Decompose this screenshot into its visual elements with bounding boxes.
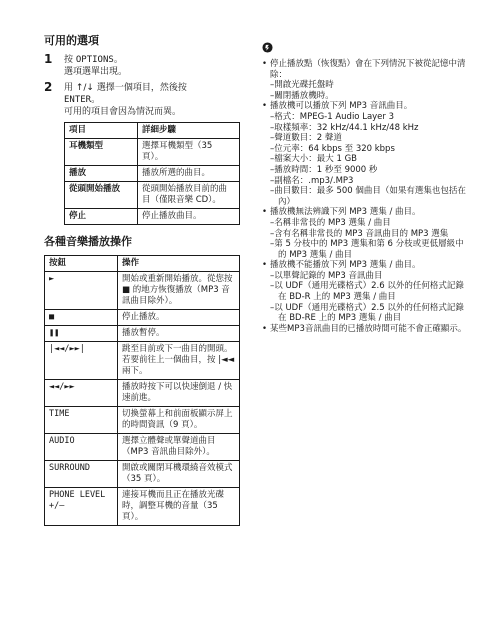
- sub-list: [270, 80, 472, 101]
- table-row: [45, 326, 240, 342]
- row-desc: 連接耳機而且正在播放光碟時，調整耳機的音量（35 頁）。: [118, 488, 240, 526]
- notes-list: [262, 59, 472, 334]
- table-row: [45, 488, 240, 526]
- sub-item: –位元率：64 kbps 至 320 kbps: [270, 143, 395, 154]
- tip-note-icon: [262, 40, 472, 59]
- pause-icon: ❚❚: [45, 326, 118, 342]
- sub-list: [270, 112, 472, 207]
- right-column: [262, 40, 472, 334]
- sub-item: –播放時間：1 秒至 9000 秒: [270, 164, 378, 175]
- row-desc: 從頭開始播放目前的曲目（僅限音樂 CD）。: [138, 182, 240, 209]
- row-key: 播放: [65, 166, 138, 182]
- row-desc: 播放暫停。: [118, 326, 240, 342]
- options-section-title: 可用的選項: [44, 34, 99, 47]
- row-desc: 開啟或關閉耳機環繞音效模式 （35 頁）。: [118, 461, 240, 488]
- table-row: [45, 407, 240, 434]
- tip-note-icon: [262, 42, 273, 53]
- table-header-row: [65, 123, 240, 139]
- row-desc: 切換螢幕上和前面板顯示屏上的時間資訊（9 頁）。: [118, 407, 240, 434]
- sub-list: [270, 218, 472, 260]
- table-row: [45, 310, 240, 326]
- table-row: [65, 139, 240, 166]
- sub-item: –檔案大小：最大 1 GB: [270, 154, 357, 165]
- header-item: 項目: [65, 123, 138, 139]
- options-table: [64, 122, 240, 225]
- list-item: • 某些MP3音訊曲目的已播放時間可能不會正確顯示。: [262, 323, 467, 334]
- table-row: [65, 166, 240, 182]
- prev-next-icon: |◄◄/►►|: [45, 342, 118, 380]
- row-desc: 選擇立體聲或單聲道曲目（MP3 音訊曲目除外）。: [118, 434, 240, 461]
- step-2-line1: 用 ↑/↓ 選擇一個項目，然後按: [64, 83, 187, 93]
- list-item: • 停止播放點（恢復點）會在下列情況下被從記憶中清除： –開啟光碟托盤時 –關閉播放機時。: [262, 59, 472, 101]
- table-row: [65, 209, 240, 225]
- step-2: [44, 82, 240, 118]
- sub-item: –以單聲記錄的 MP3 音訊曲目: [270, 270, 383, 281]
- sub-item: –以 UDF（通用光碟格式）2.6 以外的任何格式記錄在 BD-R 上的 MP3 選集 / 曲目: [270, 281, 464, 303]
- sub-item: –第 5 分枝中的 MP3 選集和第 6 分枝或更低層級中的 MP3 選集 / 曲目: [270, 239, 464, 260]
- step-1: [44, 54, 240, 78]
- step-1-line2: 選項選單出現。: [64, 67, 128, 77]
- sub-item: –格式：MPEG-1 Audio Layer 3: [270, 111, 395, 122]
- row-desc: 停止播放。: [118, 310, 240, 326]
- step-2-line3: 可用的項目會因為情況而異。: [64, 107, 182, 117]
- row-key: 停止: [65, 209, 138, 225]
- row-key: TIME: [45, 407, 118, 434]
- row-desc: 選擇耳機類型（35 頁）。: [138, 139, 240, 166]
- step-1-line1: 按 OPTIONS。: [64, 55, 123, 65]
- sub-item: –以 UDF（通用光碟格式）2.5 以外的任何格式記錄在 BD-RE 上的 MP3 選集 / 曲目: [270, 302, 464, 324]
- sub-item: –取樣頻率：32 kHz/44.1 kHz/48 kHz: [270, 122, 419, 133]
- row-key: SURROUND: [45, 461, 118, 488]
- step-number: 1: [44, 52, 53, 66]
- row-desc: 播放時按下可以快速倒退 / 快速前進。: [118, 380, 240, 407]
- header-operation: 操作: [118, 256, 240, 272]
- sub-item: –含有名稱非常長的 MP3 音訊曲目的 MP3 選集: [270, 228, 449, 239]
- left-column: [44, 34, 240, 526]
- row-key: PHONE LEVEL +/–: [45, 488, 118, 526]
- table-row: [65, 182, 240, 209]
- sub-list: [270, 271, 472, 324]
- row-desc: 開始或重新開始播放。從您按 ■ 的地方恢復播放（MP3 音訊曲目除外）。: [118, 272, 240, 310]
- play-icon: ►: [45, 272, 118, 310]
- ops-section-title: 各種音樂播放操作: [44, 235, 132, 248]
- sub-item: –聲道數目：2 聲道: [270, 133, 342, 144]
- enter-key-label: ENTER: [64, 95, 92, 105]
- playback-ops-table: [44, 255, 240, 526]
- table-header-row: [45, 256, 240, 272]
- row-key: 從頭開始播放: [65, 182, 138, 209]
- step-number: 2: [44, 80, 53, 94]
- list-item: • 播放機無法辨識下列 MP3 選集 / 曲目。 –名稱非常長的 MP3 選集 / 曲目 –含有名稱非常長的 MP3 音訊曲目的 MP3 選集 –第 5 分枝中的 MP3 選集和第 6 分枝或更低層級中的 MP3 選集 / 曲目: [262, 207, 472, 260]
- step-2-line2: ENTER。: [64, 95, 101, 105]
- sub-item: –名稱非常長的 MP3 選集 / 曲目: [270, 217, 391, 228]
- stop-icon: ■: [45, 310, 118, 326]
- row-desc: 跳至目前或下一曲目的開頭。若要前往上一個曲目，按 |◄◄ 兩下。: [118, 342, 240, 380]
- table-row: [45, 461, 240, 488]
- row-key: AUDIO: [45, 434, 118, 461]
- table-row: [45, 342, 240, 380]
- sub-item: –曲目數目：最多 500 個曲目（如果有選集也包括在內）: [270, 186, 466, 207]
- sub-item: –開啟光碟托盤時: [270, 80, 334, 91]
- options-key-label: OPTIONS: [75, 55, 114, 65]
- header-button: 按鈕: [45, 256, 118, 272]
- row-key: 耳機類型: [65, 139, 138, 166]
- list-item: • 播放機不能播放下列 MP3 選集 / 曲目。 –以單聲記錄的 MP3 音訊曲目 –以 UDF（通用光碟格式）2.6 以外的任何格式記錄在 BD-R 上的 MP3 選集 / 曲目 –以 UDF（通用光碟格式）2.5 以外的任何格式記錄在 BD-RE 上的 MP3 選集 / 曲目: [262, 260, 472, 324]
- rewind-forward-icon: ◄◄/►►: [45, 380, 118, 407]
- table-row: [45, 434, 240, 461]
- row-desc: 播放所選的曲目。: [138, 166, 240, 182]
- table-row: [45, 380, 240, 407]
- table-row: [45, 272, 240, 310]
- list-item: • 播放機可以播放下列 MP3 音訊曲目。 –格式：MPEG-1 Audio Layer 3 –取樣頻率：32 kHz/44.1 kHz/48 kHz –聲道數目：2 聲道 –位元率：64 kbps 至 320 kbps –檔案大小：最大 1 GB –播放時間：1 秒至 9000 秒 –副檔名：.mp3/.MP3 –曲目數目：最多 500 個曲目（如果有選集也包括在內）: [262, 101, 472, 207]
- sub-item: –副檔名：.mp3/.MP3: [270, 175, 354, 186]
- sub-item: –關閉播放機時。: [270, 90, 334, 101]
- header-detail: 詳細步驟: [138, 123, 240, 139]
- row-desc: 停止播放曲目。: [138, 209, 240, 225]
